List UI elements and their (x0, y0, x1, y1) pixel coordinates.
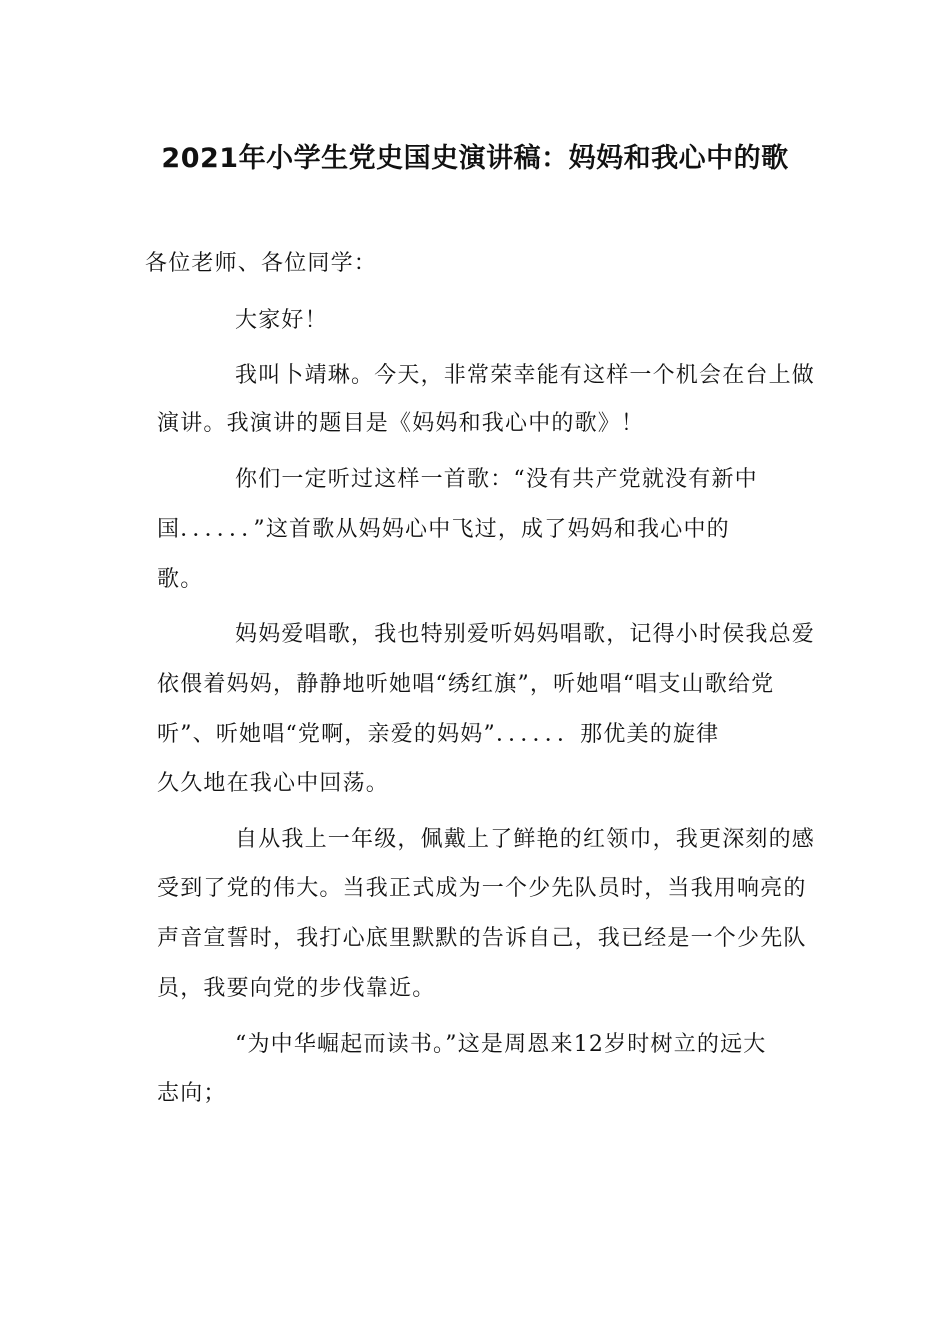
paragraph-2-line-2: 国．．．．．．”这首歌从妈妈心中飞过，成了妈妈和我心中的 (157, 517, 730, 542)
paragraph-2-line-3: 歌。 (157, 567, 204, 592)
paragraph-4-line-2: 受到了党的伟大。当我正式成为一个少先队员时，当我用响亮的 (157, 876, 807, 901)
paragraph-2-line-1: 你们一定听过这样一首歌：“没有共产党就没有新中 (235, 467, 758, 492)
greeting: 大家好！ (235, 308, 328, 333)
salutation: 各位老师、各位同学： (145, 251, 378, 276)
paragraph-3-line-3: 听”、听她唱“党啊，亲爱的妈妈”．．．．．．那优美的旋律 (157, 722, 720, 747)
paragraph-5-line-1: “为中华崛起而读书。”这是周恩来12岁时树立的远大 (235, 1032, 767, 1057)
paragraph-4-line-1: 自从我上一年级，佩戴上了鲜艳的红领巾，我更深刻的感 (235, 827, 816, 852)
paragraph-3-line-2: 依偎着妈妈，静静地听她唱“绣红旗”，听她唱“唱支山歌给党 (157, 672, 775, 697)
paragraph-3-line-4: 久久地在我心中回荡。 (157, 771, 390, 796)
paragraph-4-line-4: 员，我要向党的步伐靠近。 (157, 976, 436, 1001)
paragraph-5-line-2: 志向； (157, 1081, 227, 1106)
document-title: 2021年小学生党史国史演讲稿：妈妈和我心中的歌 (161, 143, 789, 174)
paragraph-1-line-1: 我叫卜靖琳。今天，非常荣幸能有这样一个机会在台上做 (235, 363, 816, 388)
paragraph-1-line-2: 演讲。我演讲的题目是《妈妈和我心中的歌》！ (157, 411, 645, 436)
paragraph-3-line-1: 妈妈爱唱歌，我也特别爱听妈妈唱歌，记得小时侯我总爱 (235, 622, 816, 647)
paragraph-4-line-3: 声音宣誓时，我打心底里默默的告诉自己，我已经是一个少先队 (157, 926, 807, 951)
